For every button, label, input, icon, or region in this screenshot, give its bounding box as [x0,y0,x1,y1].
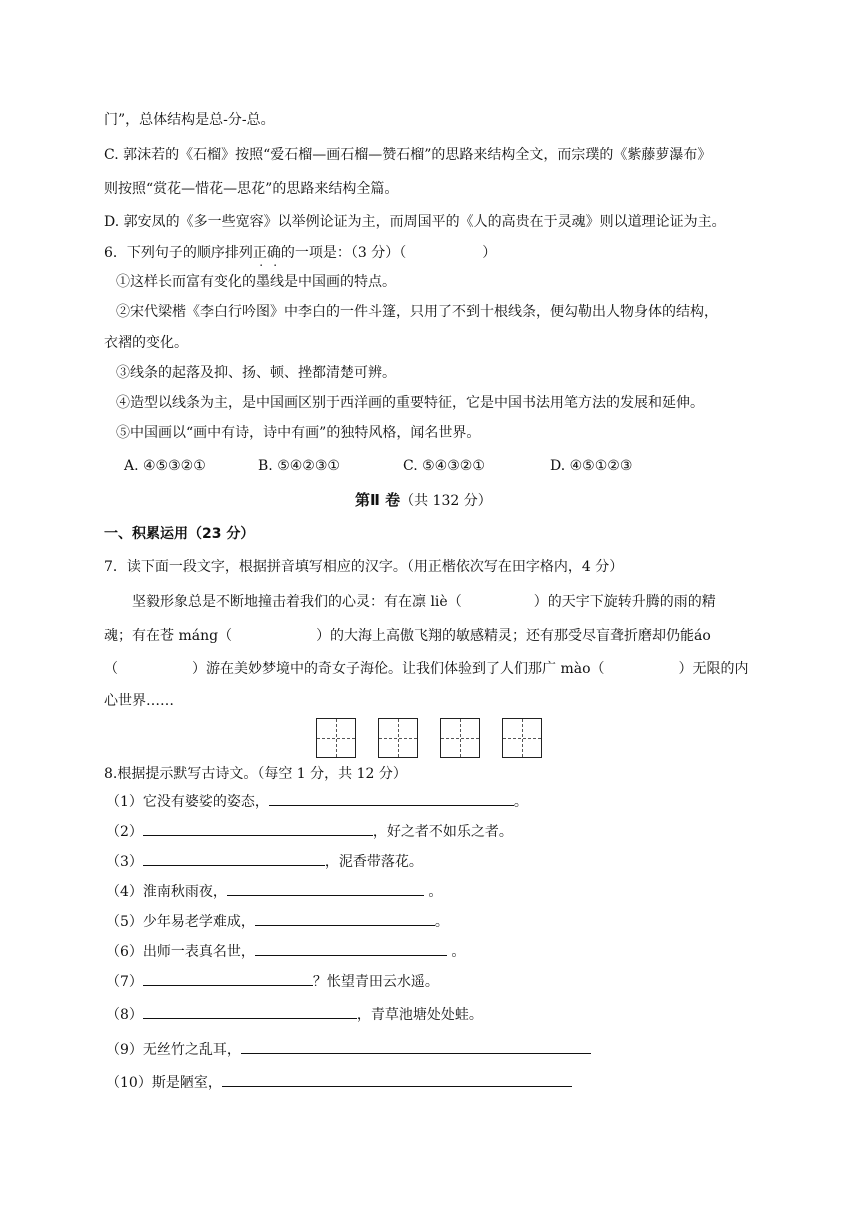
q7-para-line1: 坚毅形象总是不断地撞击着我们的心灵：有在凛 liè（ ）的天宇下旋转升腾的雨的精 [132,594,716,610]
q8-item-7: （7） ？怅望青田云水遥。 [106,971,439,992]
emphasis-char-1: 正 [252,245,267,261]
q6-stem: 6．下列句子的顺序排列正确的一项是：（3 分）（ ） [104,245,497,261]
q6-sentence-2-line1: ②宋代梁楷《李白行吟图》中李白的一件斗篷，只用了不到十根线条，便勾勒出人物身体的结构， [116,304,718,320]
tianzige-box-2[interactable] [378,718,418,758]
tianzige-box-1[interactable] [316,718,356,758]
q8-blank-7[interactable] [143,971,313,986]
tianzige-box-3[interactable] [440,718,480,758]
q6-sentence-1: ①这样长而富有变化的墨线是中国画的特点。 [116,274,396,290]
q5-option-d: D. 郭安凤的《多一些宽容》以举例论证为主，而周国平的《人的高贵在于灵魂》则以道理论证为主。 [104,214,726,230]
q7-stem: 7．读下面一段文字，根据拼音填写相应的汉字。（用正楷依次写在田字格内，4 分） [104,559,624,575]
q8-item-1: （1）它没有婆娑的姿态， 。 [106,791,528,812]
q5-option-c-line1: C. 郭沫若的《石榴》按照“爱石榴—画石榴—赞石榴”的思路来结构全文，而宗璞的《紫藤萝瀑布》 [104,147,712,163]
q7-para-line3: （ ）游在美妙梦境中的奇女子海伦。让我们体验到了人们那广 mào（ ）无限的内 [104,661,749,677]
q8-item-10: （10）斯是陋室， [106,1072,572,1093]
q8-blank-5[interactable] [255,911,435,926]
part2-title: 第Ⅱ 卷 [355,491,401,509]
q8-blank-4[interactable] [227,881,424,896]
q8-item-5: （5）少年易老学难成， 。 [106,911,449,932]
emphasis-char-2: 确 [266,245,281,261]
q8-blank-3[interactable] [143,851,325,866]
q7-para-line2: 魂；有在苍 máng（ ）的大海上高傲飞翔的敏感精灵；还有那受尽盲聋折磨却仍能áo [104,628,711,644]
q6-sentence-4: ④造型以线条为主，是中国画区别于西洋画的重要特征，它是中国书法用笔方法的发展和延伸。 [116,395,704,411]
q8-item-6: （6）出师一表真名世， 。 [106,941,465,962]
q8-blank-6[interactable] [255,941,447,956]
q7-para-line4: 心世界…… [104,693,174,709]
q5-option-c-line2: 则按照“赏花—惜花—思花”的思路来结构全篇。 [104,181,399,197]
part2-heading [355,490,492,511]
q6-option-d: D. ④⑤①②③ [550,458,633,474]
q6-sentence-3: ③线条的起落及抑、扬、顿、挫都清楚可辨。 [116,365,396,381]
q8-stem: 8.根据提示默写古诗文。（每空 1 分，共 12 分） [104,766,407,782]
q8-item-3: （3） ，泥香带落花。 [106,851,423,872]
q8-item-8: （8） ，青草池塘处处蛙。 [106,1004,483,1025]
q8-item-9: （9）无丝竹之乱耳， [106,1039,591,1060]
q8-blank-8[interactable] [143,1004,357,1019]
tianzige-box-4[interactable] [502,718,542,758]
q8-blank-9[interactable] [241,1039,591,1054]
q8-blank-1[interactable] [269,791,514,806]
part2-score: （共 132 分） [400,493,492,509]
q8-blank-2[interactable] [143,821,373,836]
q6-option-c: C. ⑤④③②① [403,458,485,474]
q5-continuation: 门”，总体结构是总-分-总。 [104,112,275,128]
q8-item-4: （4）淮南秋雨夜， 。 [106,881,442,902]
q6-option-a: A. ④⑤③②① [124,458,206,474]
q6-option-b: B. ⑤④②③① [258,458,340,474]
q8-item-2: （2） ，好之者不如乐之者。 [106,821,513,842]
q6-sentence-2-line2: 衣褶的变化。 [104,335,188,351]
q6-sentence-5: ⑤中国画以“画中有诗，诗中有画”的独特风格，闻名世界。 [116,425,481,441]
q8-blank-10[interactable] [222,1072,572,1087]
section-heading: 一、积累运用（23 分） [104,526,255,542]
